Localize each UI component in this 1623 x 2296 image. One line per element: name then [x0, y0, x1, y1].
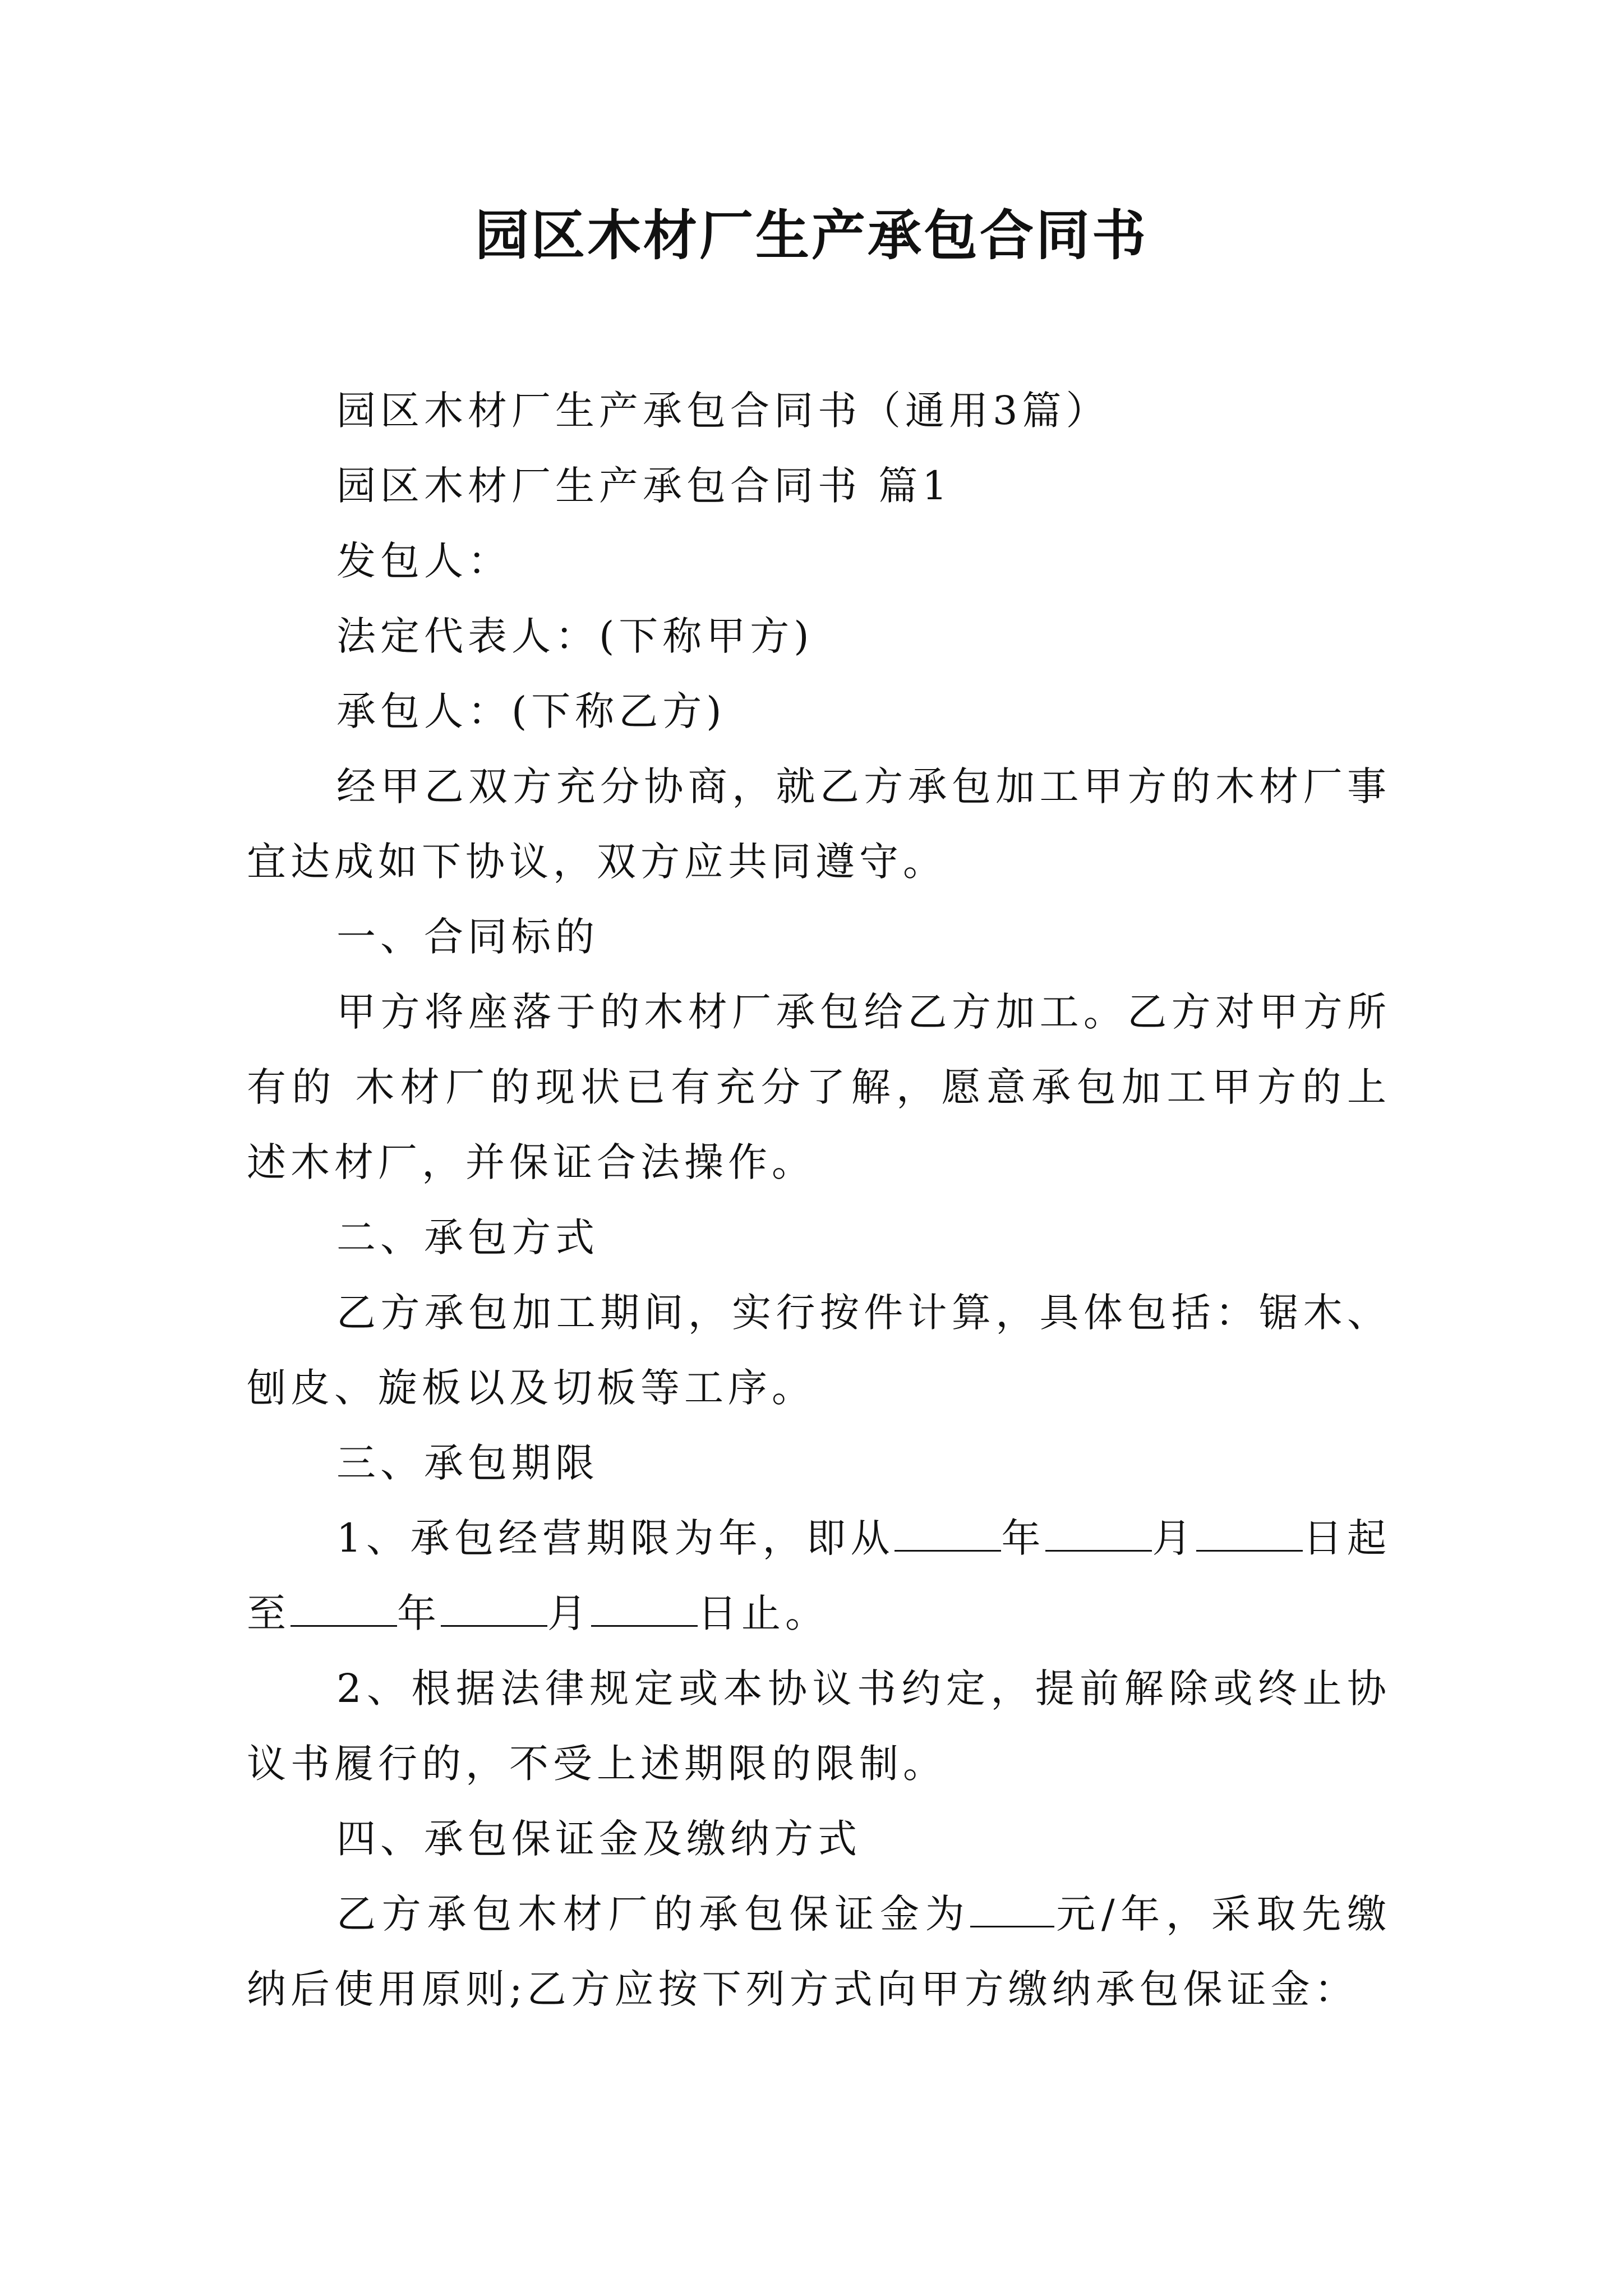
term-month2-label: 月 [547, 1590, 591, 1636]
term-year-label: 年 [1001, 1515, 1046, 1561]
blank-line [970, 1885, 1054, 1927]
party-a-line: 发包人： [336, 538, 511, 584]
preamble-paragraph: 经甲乙双方充分协商，就乙方承包加工甲方的木材厂事宜达成如下协议，双方应共同遵守。 [247, 763, 1391, 885]
term-year2-label: 年 [397, 1590, 441, 1636]
document-body [247, 373, 1391, 2027]
deposit-prefix: 乙方承包木材厂的承包保证金为 [336, 1891, 971, 1937]
blank-line [1045, 1510, 1152, 1552]
blank-line [895, 1510, 1001, 1552]
subtitle: 园区木材厂生产承包合同书（通用3篇） [336, 388, 1110, 434]
section-3-item-2: 2、根据法律规定或本协议书约定，提前解除或终止协议书履行的，不受上述期限的限制。 [247, 1665, 1391, 1787]
section-4-heading: 四、承包保证金及缴纳方式 [336, 1816, 861, 1862]
blank-line [291, 1585, 397, 1627]
section-3-item-1 [247, 1501, 1391, 1651]
section-2-paragraph: 乙方承包加工期间，实行按件计算，具体包括：锯木、刨皮、旋板以及切板等工序。 [247, 1290, 1391, 1411]
party-b-line: 承包人：(下称乙方) [336, 688, 726, 734]
blank-line [1196, 1510, 1303, 1552]
term-day-from-label: 日起至 [247, 1515, 1391, 1636]
deposit-suffix: 元/年，采取先缴纳后使用原则;乙方应按下列方式向甲方缴纳承包保证金： [247, 1891, 1391, 2012]
legal-rep-line: 法定代表人：(下称甲方) [336, 613, 814, 659]
blank-line [591, 1585, 698, 1627]
document-title: 园区木材厂生产承包合同书 [475, 204, 1148, 267]
article-heading: 园区木材厂生产承包合同书 篇1 [336, 463, 952, 509]
section-3-heading: 三、承包期限 [336, 1440, 599, 1486]
section-4-paragraph [247, 1876, 1391, 2027]
section-2-heading: 二、承包方式 [336, 1214, 599, 1260]
blank-line [441, 1585, 547, 1627]
term-day-to-label: 日止。 [698, 1590, 829, 1636]
section-1-heading: 一、合同标的 [336, 914, 599, 960]
term-prefix: 1、承包经营期限为年，即从 [336, 1515, 895, 1561]
section-1-paragraph: 甲方将座落于的木材厂承包给乙方加工。乙方对甲方所有的 木材厂的现状已有充分了解，愿意承包加工甲方的上述木材厂，并保证合法操作。 [247, 989, 1391, 1185]
term-month-label: 月 [1152, 1515, 1197, 1561]
